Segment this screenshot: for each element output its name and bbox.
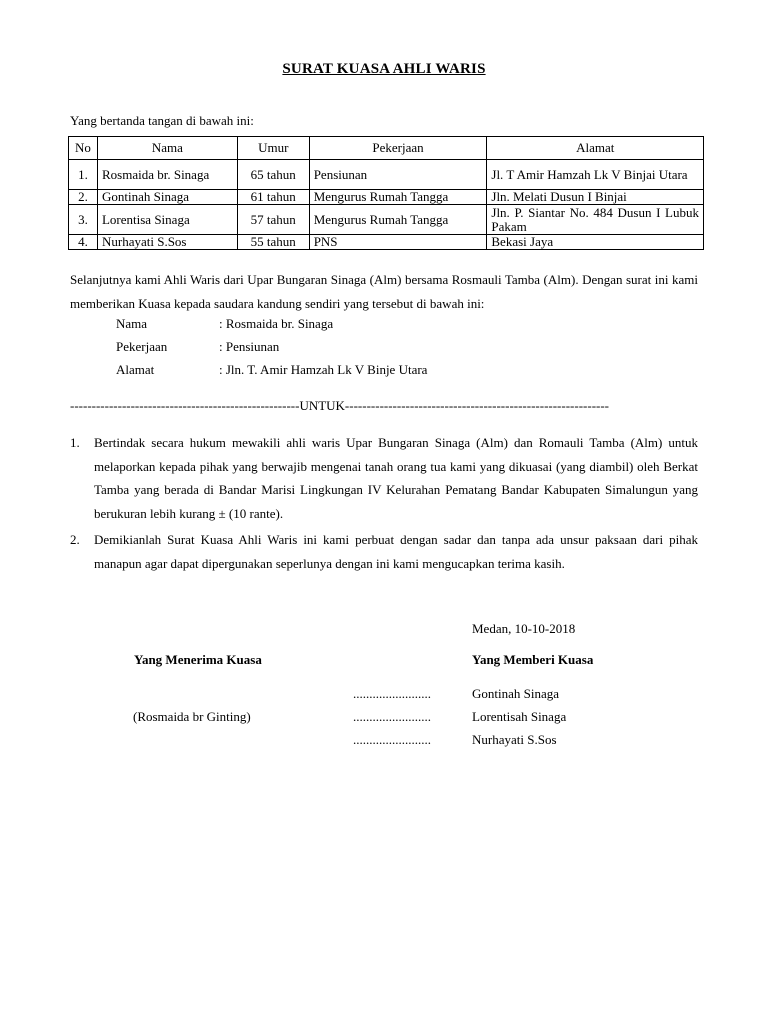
list-item-number: 2. <box>70 532 80 547</box>
signatory-name: Lorentisah Sinaga <box>472 709 567 724</box>
document-title: SURAT KUASA AHLI WARIS <box>282 61 486 77</box>
receiver-name: (Rosmaida br Ginting) <box>133 709 251 724</box>
recipient-label-pekerjaan: Pekerjaan <box>116 339 168 354</box>
cell-nama: Gontinah Sinaga <box>97 190 237 205</box>
cell-nama: Nurhayati S.Sos <box>97 235 237 250</box>
cell-umur: 55 tahun <box>237 235 309 250</box>
cell-alamat: Bekasi Jaya <box>487 235 704 250</box>
cell-umur: 65 tahun <box>237 160 309 190</box>
cell-alamat: Jl. T Amir Hamzah Lk V Binjai Utara <box>487 160 704 190</box>
table-row <box>69 235 704 250</box>
heirs-table <box>68 136 704 250</box>
recipient-value-alamat: : Jln. T. Amir Hamzah Lk V Binje Utara <box>219 362 428 377</box>
body-paragraph: Selanjutnya kami Ahli Waris dari Upar Bungaran Sinaga (Alm) bersama Rosmauli Tamba (Alm). Dengan surat ini kami memberikan Kuasa kepada saudara kandung sendiri yang tersebut di bawah ini: <box>70 272 698 311</box>
cell-alamat: Jln. P. Siantar No. 484 Dusun I Lubuk Pakam <box>487 205 704 235</box>
table-row <box>69 205 704 235</box>
place-date: Medan, 10-10-2018 <box>472 621 576 636</box>
recipient-label-alamat: Alamat <box>116 362 155 377</box>
table-header-row <box>69 137 704 160</box>
table-row <box>69 190 704 205</box>
cell-nama: Rosmaida br. Sinaga <box>97 160 237 190</box>
header-umur: Umur <box>237 137 309 160</box>
cell-pekerjaan: Mengurus Rumah Tangga <box>309 190 487 205</box>
signature-dots: ........................ <box>353 709 431 724</box>
recipient-label-nama: Nama <box>116 316 148 331</box>
receiver-heading: Yang Menerima Kuasa <box>134 652 262 667</box>
intro-text: Yang bertanda tangan di bawah ini: <box>70 113 254 128</box>
signatory-name: Gontinah Sinaga <box>472 686 560 701</box>
cell-pekerjaan: Mengurus Rumah Tangga <box>309 205 487 235</box>
untuk-divider: -----------------------------------------------------UNTUK------------------------------------------------------------- <box>70 398 610 413</box>
cell-umur: 57 tahun <box>237 205 309 235</box>
recipient-value-nama: : Rosmaida br. Sinaga <box>219 316 334 331</box>
cell-pekerjaan: Pensiunan <box>309 160 487 190</box>
cell-no: 1. <box>69 160 98 190</box>
cell-umur: 61 tahun <box>237 190 309 205</box>
signature-dots: ........................ <box>353 732 431 747</box>
list-item-number: 1. <box>70 435 80 450</box>
cell-no: 2. <box>69 190 98 205</box>
list-item-text: Bertindak secara hukum mewakili ahli waris Upar Bungaran Sinaga (Alm) dan Romauli Tamba (Alm) untuk melaporkan kepada pihak yang berwajib mengenai tanah orang tua kami yang dikuasai (yang diambil) oleh Berkat Tamba yang berada di Bandar Marisi Lingkungan IV Kelurahan Pematang Bandar Kabupaten Simalungun yang berukuran lebih kurang ± (10 rante). <box>94 435 698 521</box>
list-item <box>70 431 698 525</box>
cell-nama: Lorentisa Sinaga <box>97 205 237 235</box>
cell-no: 4. <box>69 235 98 250</box>
recipient-value-pekerjaan: : Pensiunan <box>219 339 280 354</box>
cell-no: 3. <box>69 205 98 235</box>
giver-heading: Yang Memberi Kuasa <box>472 652 594 667</box>
list-item <box>70 528 698 575</box>
header-alamat: Alamat <box>487 137 704 160</box>
signature-dots: ........................ <box>353 686 431 701</box>
header-pekerjaan: Pekerjaan <box>309 137 487 160</box>
table-row <box>69 160 704 190</box>
signatory-name: Nurhayati S.Sos <box>472 732 557 747</box>
header-no: No <box>69 137 98 160</box>
cell-alamat: Jln. Melati Dusun I Binjai <box>487 190 704 205</box>
cell-pekerjaan: PNS <box>309 235 487 250</box>
list-item-text: Demikianlah Surat Kuasa Ahli Waris ini kami perbuat dengan sadar dan tanpa ada unsur paksaan dari pihak manapun agar dapat dipergunakan seperlunya dengan ini kami mengucapkan terima kasih. <box>94 532 698 571</box>
header-nama: Nama <box>97 137 237 160</box>
